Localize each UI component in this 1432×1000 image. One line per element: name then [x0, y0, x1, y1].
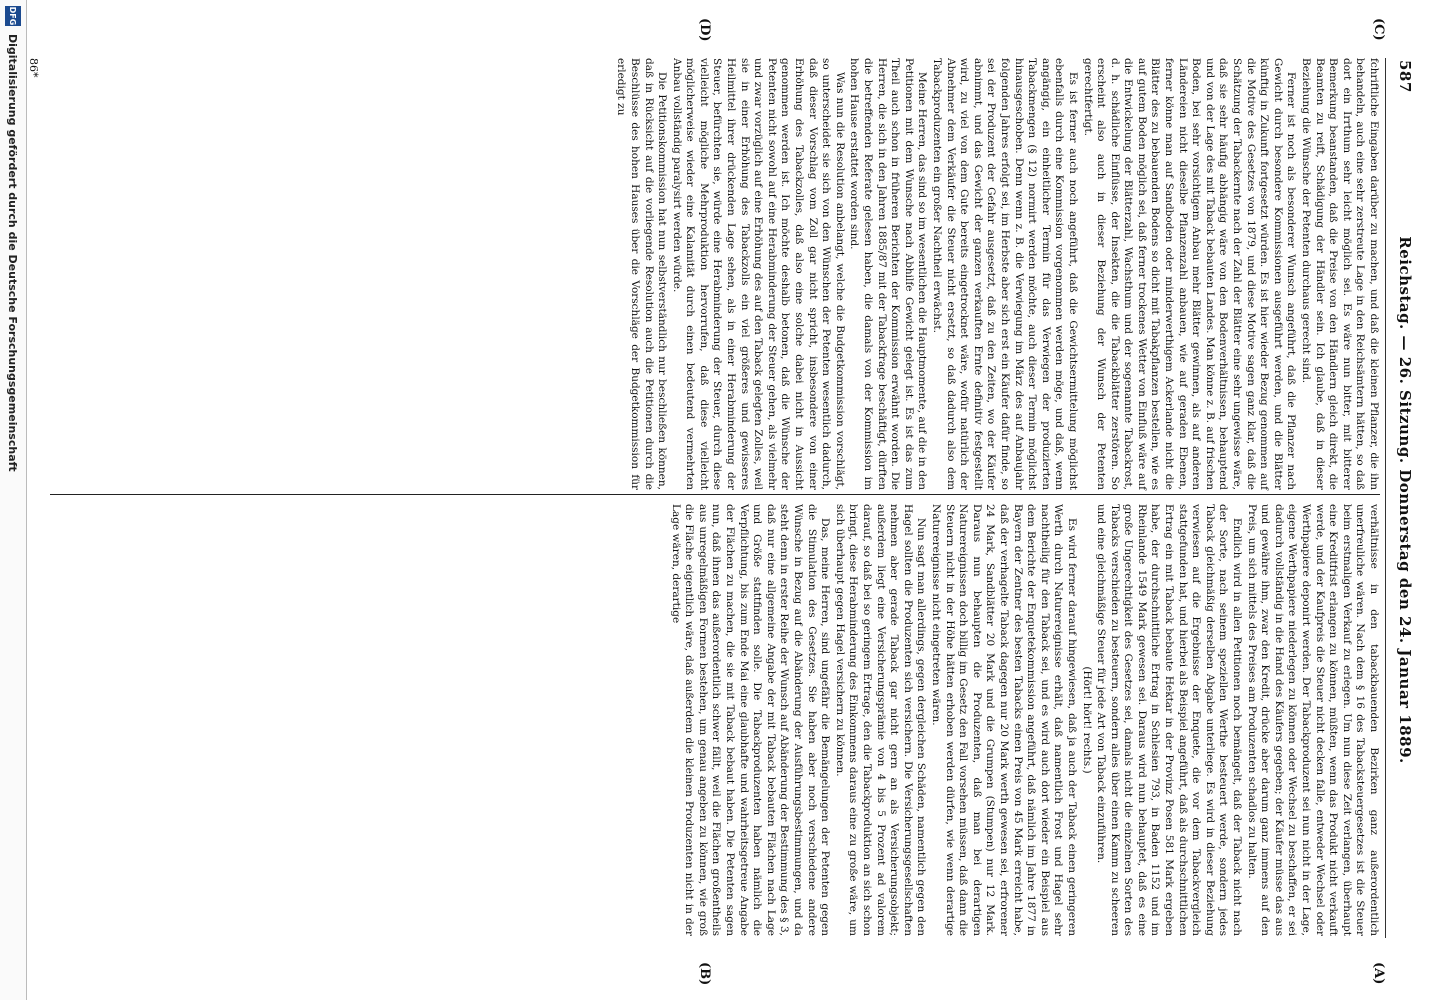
- margin-mark-c: (C): [1371, 18, 1386, 41]
- page-header: [1390, 60, 1414, 940]
- digitization-footer: [0, 0, 27, 1000]
- paragraph: Es wird ferner darauf hingewiesen, daß ja auch der Taback einen geringeren Werth durch Naturereignisse erhält, daß namentlich Frost und Hagel sehr nachtheilig für den Taback sei, und es wird auch dort wieder ein Beispiel aus dem Berichte der Enquetekommission angeführt, daß nämlich im Jahre 1877 in Bayern der Zentner des besten Tabacks einen Preis von 45 Mark erreicht habe, daß der verhagelte Taback dagegen nur 20 Mark werth gewesen sei, erfrorener 24 Mark, Sandblätter 20 Mark und die Grumpen (Stumpen) nur 12 Mark. Daraus nun behaupten die Produzenten, daß man bei derartigen Naturereignissen doch billig im Gesetz den Fall vorsehen müssen, daß dann die Steuern nicht in der Höhe hätten erhoben werden dürfen, wie wenn derartige Naturereignisse nicht eingetreten wären.: [930, 504, 1078, 936]
- margin-mark-b: (B): [697, 962, 712, 986]
- text-column-right: [667, 504, 1380, 936]
- paragraph: verhältnisse in den tabackbauenden Bezirken ganz außerordentlich unerfreuliche wären. Nach dem § 16 des Tabacksteuergesetzes ist die Steuer beim erstmaligen Verkauf zu erlegen. Um nun diese Zeit verlangen, überhaupt eine Kreditfrist erlangen zu können, müßten, wenn das Produkt nicht verkauft werde, und der Kaufpreis die Steuer nicht decken falle, entweder Wechsel oder Werthpapiere deponirt werden. Der Tabackproduzent sei nun nicht in der Lage, eigene Werthpapiere niederlegen zu können oder Wechsel zu beschaffen, er sei dadurch vollständig in die Hand des Käufers gegeben; der Käufer müsse das aus und gewähre ihm, zwar den Kredit, drücke aber darum ganz immens auf den Preis, um sich mittels des Preises am Produzenten schadlos zu halten.: [1245, 504, 1380, 936]
- paragraph: Es ist ferner auch noch angeführt, daß die Gewichtsermittelung möglichst ebenfalls durch eine Kommission vorgenommen werden möge, und daß, wenn angängig, ein einheitlicher Termin für das Verwiegen der produzierten Tabackmengen (§ 12) normirt werden möchte, auch dieser Termin möglichst hinausgeschoben. Denn wenn z. B. die Verwiegung im März des auf Anbaujahr folgenden Jahres erfolgt sei, im Herbste aber sich erst ein Käufer dafür finde, so sei der Produzent der Gefahr ausgesetzt, daß zu den Zeiten, wo der Käufer abnimmt, und das Gewicht der ganzen verkauften Ernte definitiv festgestellt wird, zu viel von dem Gute bereits eingetrocknet wäre, wofür natürlich der Abnehmer dem Verkäufer die Steuer nicht ersetzt, so daß dadurch also dem Tabackproduzenten ein großer Nachtheil erwächst.: [931, 58, 1079, 490]
- margin-mark-a: (A): [1371, 962, 1386, 985]
- paragraph: Meine Herren, das sind so im wesentlichen die Hauptmomente, auf die in den Petitionen mit dem Wunsche nach Abhilfe Gewicht gelegt ist. Es ist das zum Theil auch schon in früheren Berichten der Kommission erwähnt worden. Die Herren, die sich in den Jahren 1885/87 mit der Tabackfrage beschäftigt, dürften die betreffenden Referate gelesen haben, die damals von der Kommission im hohen Hause erstattet worden sind.: [848, 58, 929, 490]
- digitization-notice: Digitalisierung gefördert durch die Deutsche Forschungsgemeinschaft: [6, 34, 20, 472]
- interjection: (Hört! hört! rechts.): [1080, 666, 1093, 774]
- signature-mark: 86*: [27, 58, 40, 78]
- paragraph: Was nun die Resolution anbelangt, welche die Budgetkommission vorschlägt, so unterscheidet sie sich von den Wünschen der Petenten wesentlich dadurch, daß dieser Vorschlag vom Zoll gar nicht spricht, insbesondere von einer Erhöhung des Tabackzolles, daß also eine solche dabei nicht in Aussicht genommen werden ist. Ich möchte deshalb betonen, daß die Wünsche der Petenten nicht sowohl auf eine Herabminderung der Steuer gehen, als vielmehr und zwar vorzüglich auf eine Erhöhung des auf den Taback gelegten Zolles, weil sie in einer Erhöhung des Tabackzolls ein viel größeres und gewisseres Heilmittel ihrer drückenden Lage sehen, als in einer Herabminderung der Steuer, befürchten sie, würde eine Herabminderung der Steuer, durch diese vielleicht mögliche Mehrproduktion hervorrufen, daß diese vielleicht möglicherweise wieder eine Kalamität durch einen bedeutend vermehrten Anbau vollständig paralysirt werden würde.: [670, 58, 846, 490]
- margin-mark-d: (D): [697, 18, 712, 42]
- paragraph: Nun sagt man allerdings, gegen dergleichen Schäden, namentlich gegen den Hagel sollten die Produzenten sich versichern. Die Versicherungsgesellschaften nehmen aber gerade Taback gar nicht gern an als Versicherungsobjekt; außerdem liegt eine Versicherungsprämie von 4 bis 5 Prozent ad valorem darauf, so daß bei so geringem Ertrage, den die Tabackproduktion an sich schon bringt, diese Herabminderung des Einkommens daraus eine zu große wäre, um sich überhaupt gegen Hagel versichern zu können.: [833, 504, 928, 936]
- dfg-logo-icon: DFG: [5, 6, 21, 26]
- paragraph: Die Petitionskommission hat nun selbstverständlich nur beschließen können, daß in Rücksicht auf die vorliegende Resolution auch die Petitionen durch die Beschlüsse des hohen Hauses über die Vorschläge der Budgetkommission für erledigt zu: [615, 58, 669, 490]
- text-column-left: [613, 58, 1380, 490]
- paragraph: Das, meine Herren, sind ungefähr die Bemängelungen der Petenten gegen die Stimulation des Gesetzes. Sie haben aber noch verschiedene andere Wünsche in Bezug auf die Abänderung der Ausführungsbestimmungen, und da steht denn in erster Reihe der Wunsch auf Abänderung der Bestimmung des § 3, daß nur eine allgemeine Angabe der mit Taback bebauten Flächen nach Lage und Größe stattfinden solle. Die Tabackproduzenten haben nämlich die Verpflichtung, bis zum Ende Mai eine glaubhafte und wahrheitsgetreue Angabe der Flächen zu machen, die sie mit Taback bebaut haben. Die Petenten sagen nun, daß ihnen das außerordentlich schwer fällt, weil die Flächen großentheils aus unregelmäßigen Formen bestehen, um genau angeben zu können, wie groß die Fläche eigentlich wäre, daß außerdem die kleinen Produzenten nicht in der Lage wären, derartige: [669, 504, 832, 936]
- page-running-title: Reichstag. — 26. Sitzung. Donnerstag den 24. Januar 1889.: [1396, 236, 1414, 764]
- paragraph: Ferner ist noch als besonderer Wunsch angeführt, daß die Pflanzer nach Gewicht durch besondere Kommissionen ausgeführt werden, und die Blätter künftig in Zukunft fortgesetzt würden. Es ist hier wieder Bezug genommen auf die Motive des Gesetzes von 1879, und diese Motive sagen ganz klar, daß die Schätzung der Tabackernte nach der Zahl der Blätter eine sehr ungewisse wäre, daß sie sehr häufig abhängig wäre von den Bodenverhältnissen, behauptend und von der Lage des mit Taback bebauten Landes. Man könne z. B. auf frischen Boden, bei sehr vorsichtigem Anbau mehr Blätter gewinnen, als auf anderen Ländereien nicht dieselbe Pflanzenzahl anbauen, wie auf geraden Ebenen, ferner könne man auf Sandboden oder minderwerthigem Ackerlande nicht die Blätter des zu bebauenden Bodens so dicht mit Tabakpflanzen bestellen, wie es auf gutem Boden möglich sei, daß ferner trockenes Wetter von Einfluß wäre auf die Entwickelung der Blätterzahl, Wachsthum und der sogenannte Tabackrost, d. h. schädliche Einflüsse, der Insekten, die die Tabackblätter zerstören. So erscheint also auch in dieser Beziehung der Wunsch der Petenten gerechtfertigt.: [1081, 58, 1298, 490]
- paragraph: fchriftliche Eingaben darüber zu machen, und daß die kleinen Pflanzer, die ihn behandeln, auch eine sehr zerstreute Lage in den Reichsämtern hätten, so daß dort ein Irrthum sehr leicht möglich sei. Es wäre nun bitter, mit bitterer Bemerkung beanstanden, daß die Preise von den Händlern gleich direkt, die Beamten zu reift, Schädigung der Händler sein. Ich glaube, daß in dieser Beziehung die Wünsche der Petenten durchaus gerecht sind.: [1300, 58, 1380, 490]
- header-rule: [1385, 58, 1386, 938]
- page-number: 587: [1396, 60, 1414, 93]
- paragraph: Endlich wird in allen Petitionen noch bemängelt, daß der Taback nicht nach der Sorte, nach seinem speziellen Werthe besteuert werde, sondern jedes Taback gleichmäßig derselben Abgabe unterliege. Es wird in dieser Beziehung verwiesen auf die Ergebnisse der Enquete, die vor dem Tabackvergleich stattgefunden hat, und hierbei als Beispiel angeführt, daß als durchschnittlichen Ertrag ein mit Taback bebaute Hektar in der Provinz Posen 581 Mark ergeben habe, der durchschnittliche Ertrag in Schlesien 793, in Baden 1152 und im Rheinlande 1549 Mark gewesen sei. Daraus wird nun behauptet, daß es eine große Ungerechtigkeit des Gesetzes sei, damals nicht die einzelnen Sorten des Tabacks verschieden zu besteuern, sondern alles über einen Kamm zu scheeren und eine gleichmäßige Steuer für jede Art von Taback einzuführen.: [1095, 504, 1244, 936]
- column-divider: [50, 494, 1380, 495]
